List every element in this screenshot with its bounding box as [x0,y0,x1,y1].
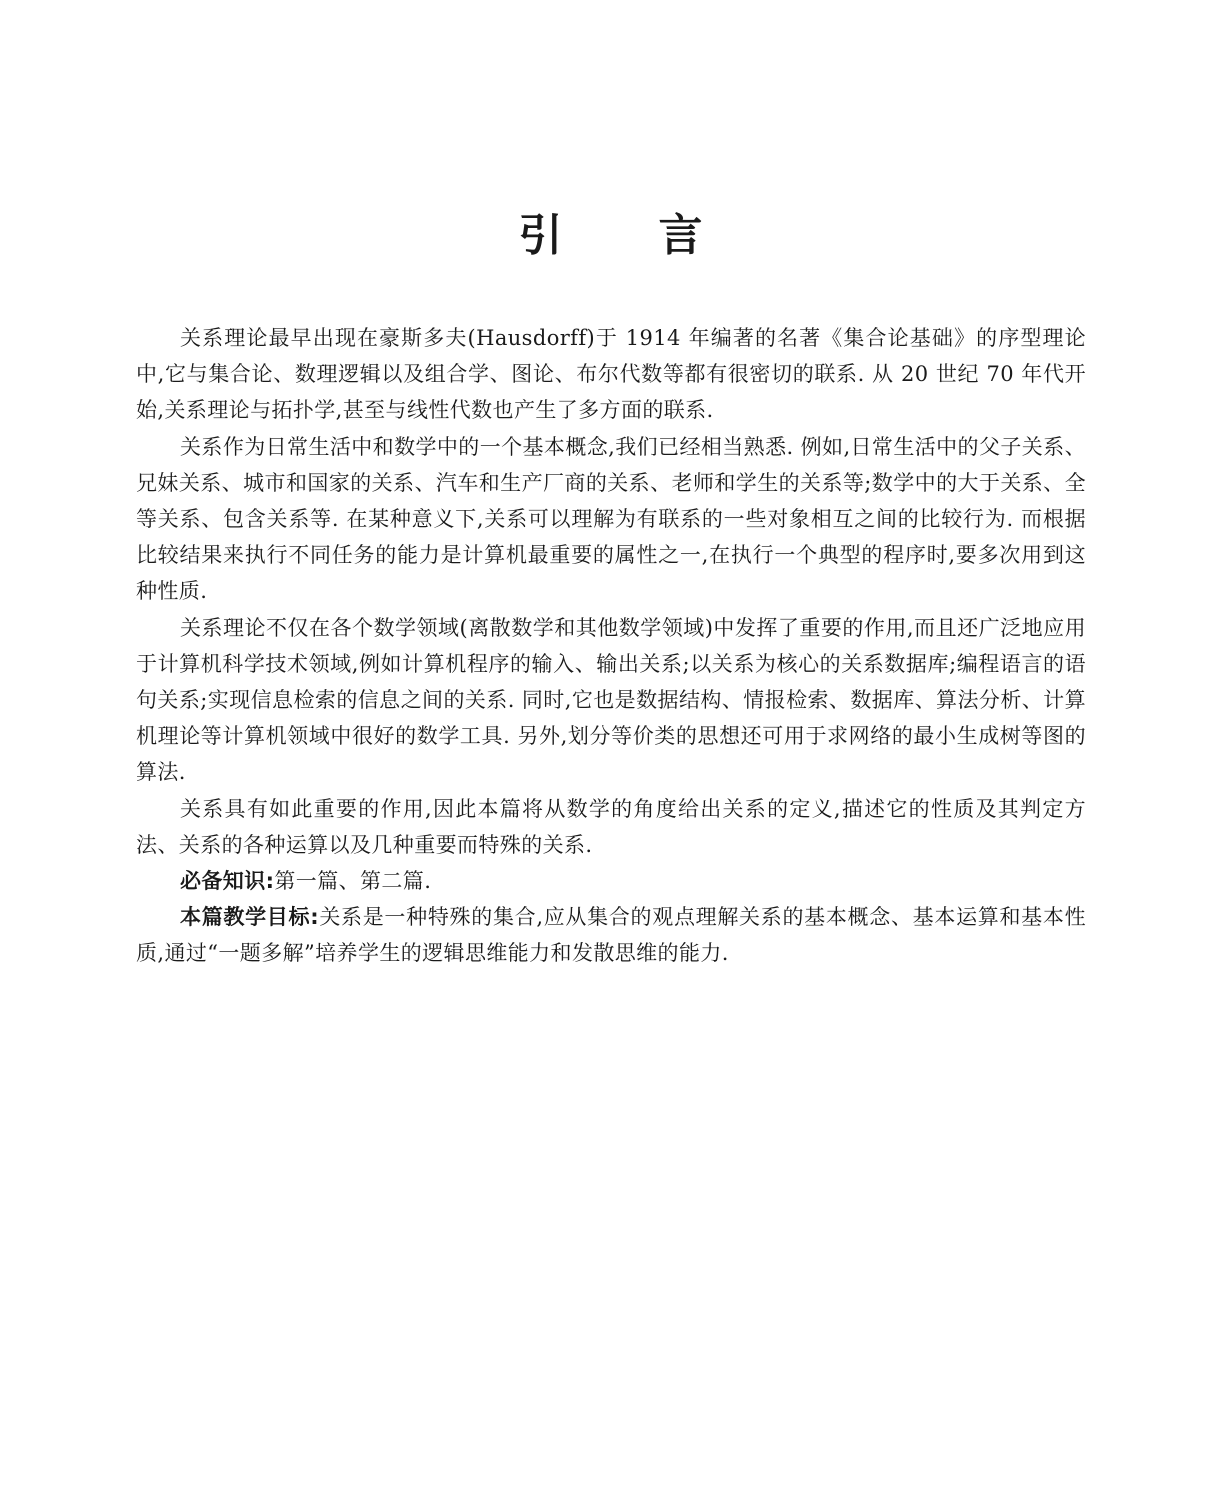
objectives-text: 关系是一种特殊的集合,应从集合的观点理解关系的基本概念、基本运算和基本性质,通过“一题多解”培养学生的逻辑思维能力和发散思维的能力. [136,905,1086,966]
prerequisites-label: 必备知识: [180,869,275,894]
body-text [136,320,1086,972]
objectives [136,899,1086,971]
prerequisites-text: 第一篇、第二篇. [274,869,432,894]
prerequisites [136,863,1086,899]
paragraph-concept: 关系作为日常生活中和数学中的一个基本概念,我们已经相当熟悉. 例如,日常生活中的父子关系、兄妹关系、城市和国家的关系、汽车和生产厂商的关系、老师和学生的关系等;数学中的大于关系、全等关系、包含关系等. 在某种意义下,关系可以理解为有联系的一些对象相互之间的比较行为. 而根据比较结果来执行不同任务的能力是计算机最重要的属性之一,在执行一个典型的程序时,要多次用到这种性质. [136,434,1086,604]
objectives-label: 本篇教学目标: [180,905,320,930]
page-title: 引言 [518,210,799,261]
paragraph-history: 关系理论最早出现在豪斯多夫(Hausdorff)于 1914 年编著的名著《集合论基础》的序型理论中,它与集合论、数理逻辑以及组合学、图论、布尔代数等都有很密切的联系. 从 20 世纪 70 年代开始,关系理论与拓扑学,甚至与线性代数也产生了多方面的联系. [136,326,1086,423]
paragraph-scope: 关系具有如此重要的作用,因此本篇将从数学的角度给出关系的定义,描述它的性质及其判定方法、关系的各种运算以及几种重要而特殊的关系. [136,796,1086,857]
paragraph-applications: 关系理论不仅在各个数学领域(离散数学和其他数学领域)中发挥了重要的作用,而且还广泛地应用于计算机科学技术领域,例如计算机程序的输入、输出关系;以关系为核心的关系数据库;编程语言的语句关系;实现信息检索的信息之间的关系. 同时,它也是数据结构、情报检索、数据库、算法分析、计算机理论等计算机领域中很好的数学工具. 另外,划分等价类的思想还可用于求网络的最小生成树等图的算法. [136,615,1086,785]
